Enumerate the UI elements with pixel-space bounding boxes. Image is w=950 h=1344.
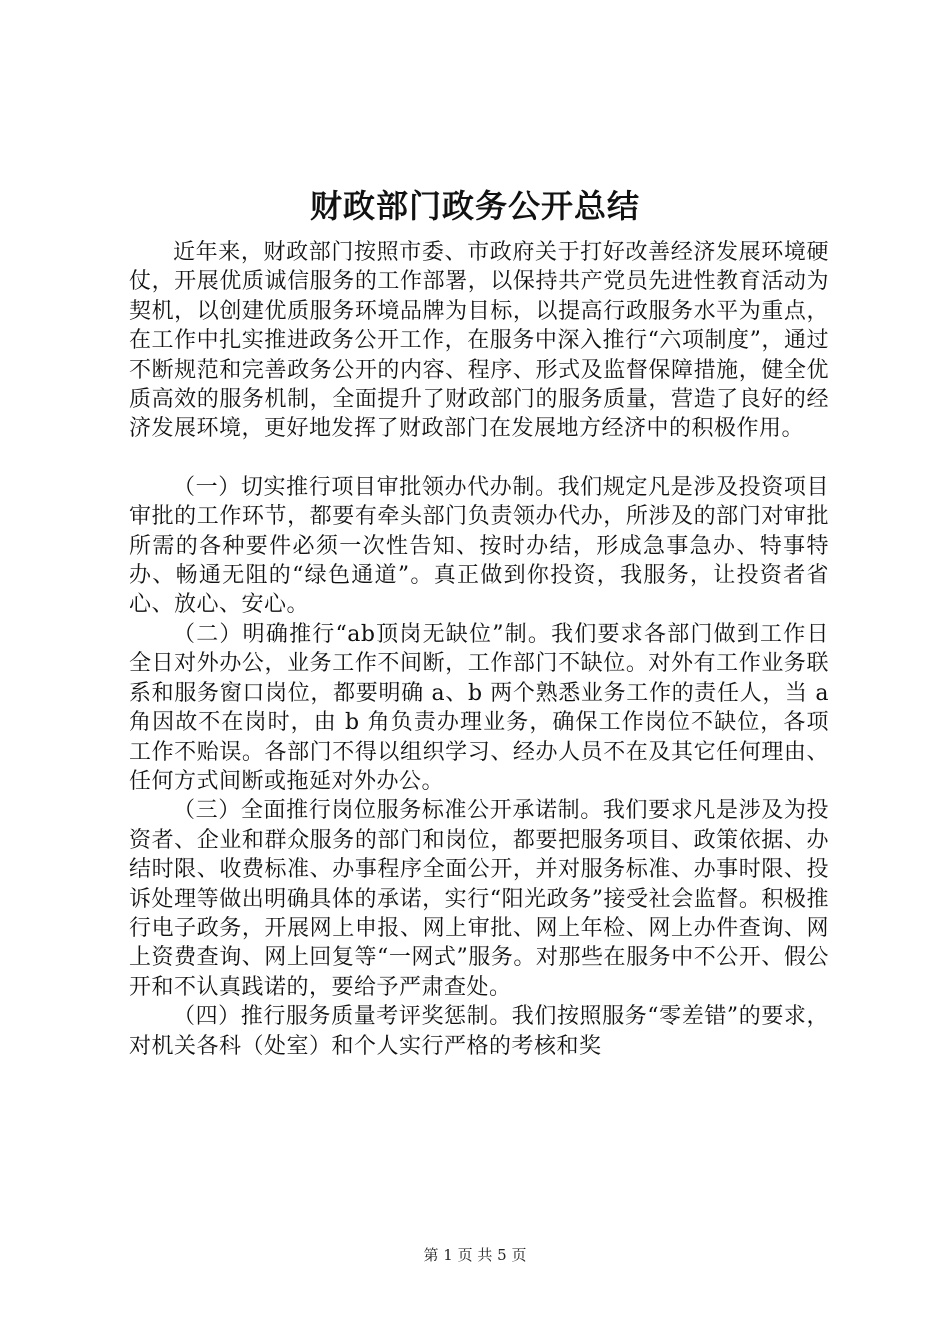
paragraph-item-4: （四）推行服务质量考评奖惩制。我们按照服务“零差错”的要求，对机关各科（处室）和个人实行严格的考核和奖 xyxy=(129,1004,829,1059)
paragraph-item-2: （二）明确推行“ab顶岗无缺位”制。我们要求各部门做到工作日全日对外办公，业务工作不间断，工作部门不缺位。对外有工作业务联系和服务窗口岗位，都要明确 a、b 两个熟悉业务工作的责任人，当 a 角因故不在岗时，由 b 角负责办理业务，确保工作岗位不缺位，各项工作不贻误。各部门不得以组织学习、经办人员不在及其它任何理由、任何方式间断或拖延对外办公。 xyxy=(129,621,829,794)
intro-paragraph: 近年来，财政部门按照市委、市政府关于打好改善经济发展环境硬仗，开展优质诚信服务的工作部署，以保持共产党员先进性教育活动为契机，以创建优质服务环境品牌为目标，以提高行政服务水平为重点，在工作中扎实推进政务公开工作，在服务中深入推行“六项制度”，通过不断规范和完善政务公开的内容、程序、形式及监督保障措施，健全优质高效的服务机制，全面提升了财政部门的服务质量，营造了良好的经济发展环境，更好地发挥了财政部门在发展地方经济中的积极作用。 xyxy=(129,240,829,442)
document-body xyxy=(129,238,829,1061)
paragraph-item-1: （一）切实推行项目审批领办代办制。我们规定凡是涉及投资项目审批的工作环节，都要有牵头部门负责领办代办，所涉及的部门对审批所需的各种要件必须一次性告知、按时办结，形成急事急办、特事特办、畅通无阻的“绿色通道”。真正做到你投资，我服务，让投资者省心、放心、安心。 xyxy=(129,474,829,618)
paragraph-item-3: （三）全面推行岗位服务标准公开承诺制。我们要求凡是涉及为投资者、企业和群众服务的部门和岗位，都要把服务项目、政策依据、办结时限、收费标准、办事程序全面公开，并对服务标准、办事时限、投诉处理等做出明确具体的承诺，实行“阳光政务”接受社会监督。积极推行电子政务，开展网上申报、网上审批、网上年检、网上办件查询、网上资费查询、网上回复等“一网式”服务。对那些在服务中不公开、假公开和不认真践诺的，要给予严肃查处。 xyxy=(129,798,829,1000)
document-title: 财政部门政务公开总结 xyxy=(309,187,640,225)
page-footer: 第 1 页 共 5 页 xyxy=(423,1246,527,1264)
